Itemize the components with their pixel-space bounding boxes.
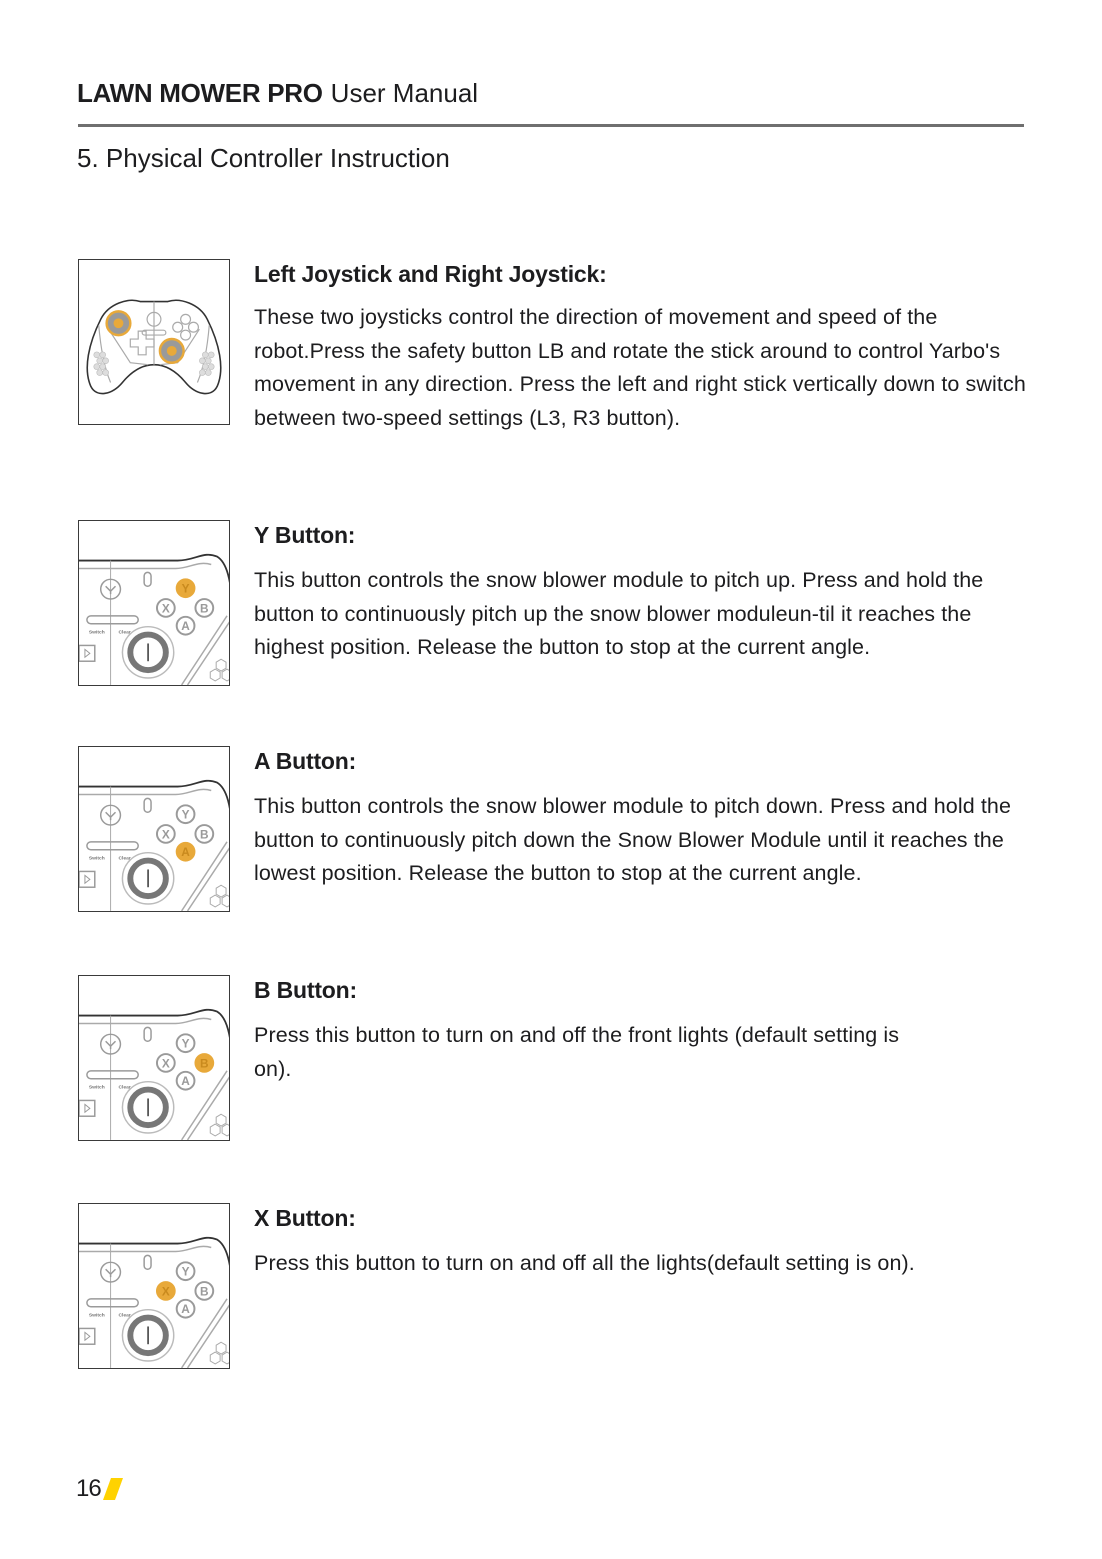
entry-body: These two joysticks control the direction of movement and speed of the robot.Press the safety button LB and rotate the stick around to control Yarbo's movement in any direction. Press the left and right stick vertically down to switch between two-speed settings (L3, R3 button). [254, 305, 1026, 430]
document-header [77, 76, 478, 110]
controller-closeup-image [78, 1203, 230, 1369]
switch-clear-bar [87, 842, 138, 850]
switch-clear-bar [87, 616, 138, 624]
side-button-icon [79, 1328, 95, 1344]
controller-full-image [78, 259, 230, 425]
controller-illustration [79, 260, 229, 424]
entry-body: Press this button to turn on and off the front lights (default setting is on). [254, 1023, 900, 1081]
page-footer [76, 1474, 119, 1504]
b-button-label: B [200, 827, 209, 842]
side-button-icon [79, 1100, 95, 1116]
clear-label: Clear [118, 1313, 131, 1319]
clear-label: Clear [118, 630, 131, 636]
controller-closeup-b [79, 976, 229, 1140]
side-button-icon [79, 871, 95, 887]
led-indicator-icon [144, 572, 151, 586]
entry-heading: A Button: [254, 748, 357, 774]
controller-closeup-a [79, 747, 229, 911]
b-button-label: B [200, 1284, 209, 1299]
led-indicator-icon [144, 1027, 151, 1041]
switch-label: Switch [88, 630, 105, 636]
header-divider [78, 124, 1024, 127]
entry-heading: X Button: [254, 1205, 356, 1231]
a-button-label: A [181, 1074, 190, 1089]
led-indicator-icon [144, 798, 151, 812]
side-button-icon [79, 645, 95, 661]
product-name: LAWN MOWER PRO [77, 78, 323, 108]
y-button-label: Y [181, 581, 190, 596]
a-button-label: A [181, 1302, 190, 1317]
clear-label: Clear [118, 1085, 131, 1091]
switch-clear-bar [87, 1299, 138, 1307]
switch-label: Switch [88, 1313, 105, 1319]
a-button-label: A [181, 619, 190, 634]
x-button-label: X [161, 1056, 170, 1071]
y-button-label: Y [181, 1036, 190, 1051]
document-type: User Manual [330, 78, 479, 108]
page-marker-accent [103, 1478, 123, 1500]
section-title: 5. Physical Controller Instruction [77, 143, 450, 173]
page-number: 16 [76, 1475, 101, 1502]
controller-closeup-image [78, 746, 230, 912]
switch-label: Switch [88, 1085, 105, 1091]
b-button-label: B [200, 601, 209, 616]
switch-label: Switch [88, 856, 105, 862]
x-button-label: X [161, 1284, 170, 1299]
x-button-label: X [161, 601, 170, 616]
y-button-label: Y [181, 1264, 190, 1279]
right-joystick-highlight [160, 339, 184, 363]
controller-closeup-x [79, 1204, 229, 1368]
controller-closeup-image [78, 520, 230, 686]
led-indicator-icon [144, 1255, 151, 1269]
entry-body: This button controls the snow blower module to pitch down. Press and hold the button to continuously pitch down the Snow Blower Module until it reaches the lowest position. Release the button to stop at the current angle. [254, 794, 1012, 885]
entry-heading: Y Button: [254, 522, 356, 548]
y-button-label: Y [181, 807, 190, 822]
entry-heading: B Button: [254, 977, 357, 1003]
b-button-label: B [200, 1056, 209, 1071]
clear-label: Clear [118, 856, 131, 862]
entry-body: Press this button to turn on and off all the lights(default setting is on). [254, 1251, 915, 1275]
controller-closeup-y [79, 521, 229, 685]
switch-clear-bar [87, 1071, 138, 1079]
a-button-label: A [181, 845, 190, 860]
entry-heading: Left Joystick and Right Joystick: [254, 261, 607, 287]
controller-closeup-image [78, 975, 230, 1141]
x-button-label: X [161, 827, 170, 842]
left-joystick-highlight [107, 311, 131, 335]
entry-body: This button controls the snow blower module to pitch up. Press and hold the button to continuously pitch up the snow blower moduleun-til it reaches the highest position. Release the button to stop at the current angle. [254, 568, 984, 659]
